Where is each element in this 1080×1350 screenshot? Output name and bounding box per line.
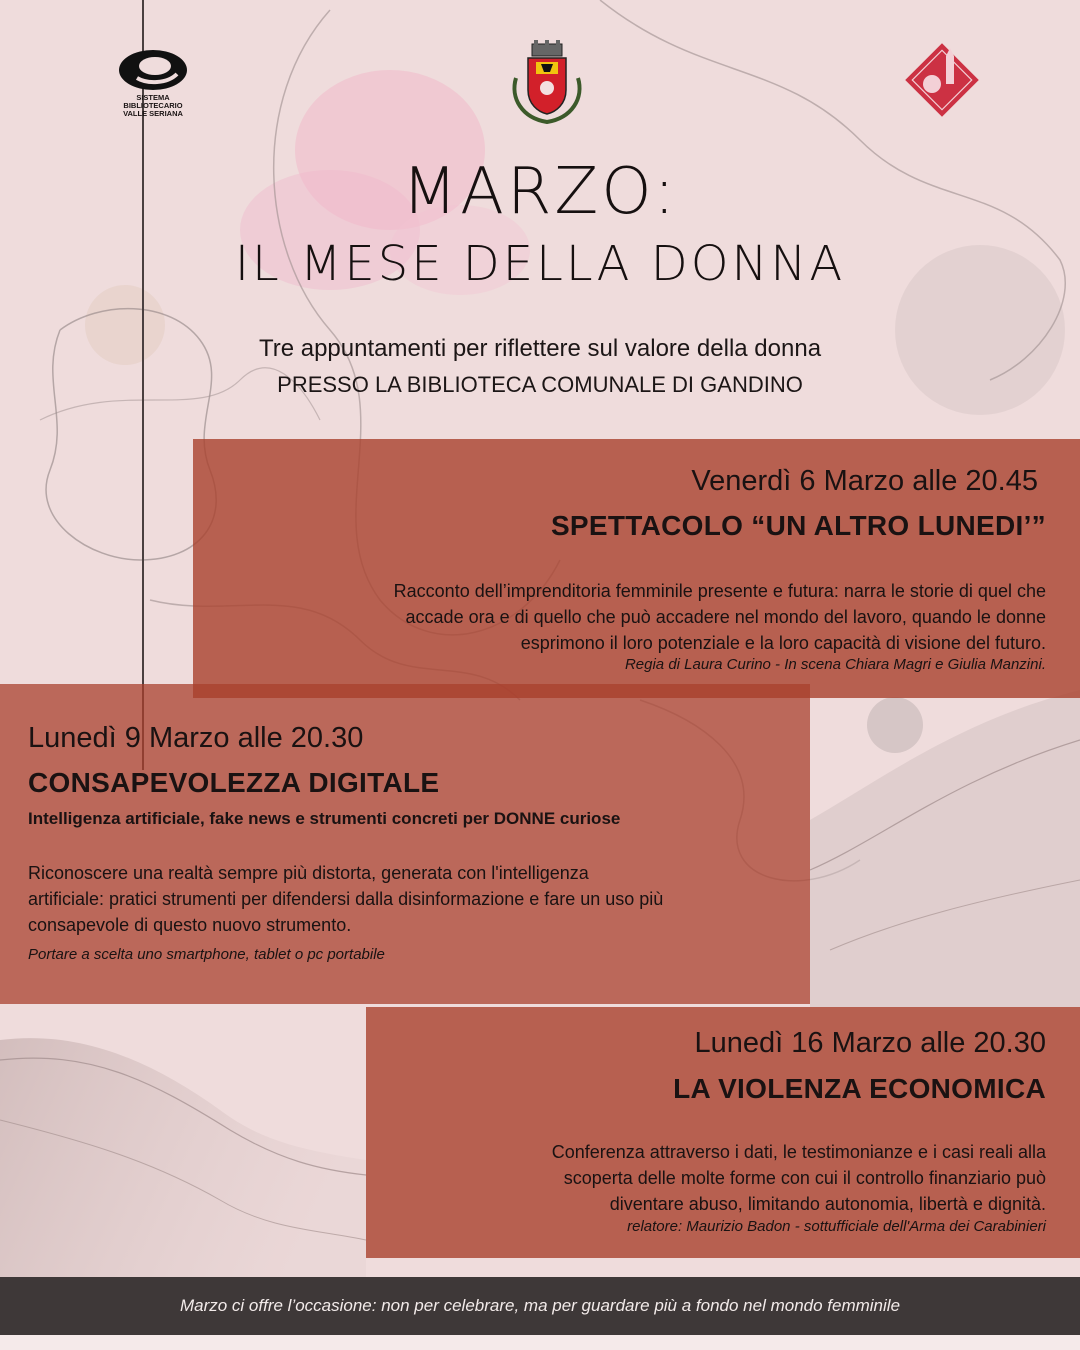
event-3-desc-line: diventare abuso, limitando autonomia, libertà e dignità.	[609, 1194, 1046, 1214]
event-3-note: relatore: Maurizio Badon - sottufficiale dell'Arma dei Carabinieri	[627, 1218, 1046, 1235]
event-2-description	[28, 860, 663, 938]
event-2-desc-line: consapevole di questo nuovo strumento.	[28, 915, 352, 935]
event-1-desc-line: accade ora e di quello che può accadere nel mondo del lavoro, quando le donne	[405, 607, 1046, 627]
sbvs-logo-line2: VALLE SERIANA	[123, 109, 183, 118]
subtitle-line1: Tre appuntamenti per riflettere sul valore della donna	[258, 335, 822, 362]
event-2-note: Portare a scelta uno smartphone, tablet o pc portabile	[28, 946, 385, 963]
event-1-date: Venerdì 6 Marzo alle 20.45	[691, 465, 1038, 497]
footer-text: Marzo ci offre l’occasione: non per celebrare, ma per guardare più a fondo nel mondo femminile	[179, 1296, 901, 1315]
event-1-description	[394, 578, 1046, 656]
page-title-line1: MARZO:	[401, 155, 679, 229]
tower-diamond-icon	[902, 40, 982, 120]
sbvs-swirl-icon	[117, 48, 189, 94]
sbvs-logo	[108, 48, 198, 120]
event-1-title: SPETTACOLO “UN ALTRO LUNEDI’”	[550, 510, 1046, 541]
watercolor-wash	[0, 1038, 366, 1277]
event-3-desc-line: scoperta delle molte forme con cui il controllo finanziario può	[563, 1168, 1046, 1188]
subtitle-line2: PRESSO LA BIBLIOTECA COMUNALE DI GANDINO	[277, 372, 803, 397]
event-3-date: Lunedì 16 Marzo alle 20.30	[694, 1027, 1046, 1059]
gandino-crest-logo	[508, 38, 586, 126]
event-3-description	[552, 1139, 1046, 1217]
sbvs-logo-line1: SISTEMA BIBLIOTECARIO	[123, 93, 183, 110]
event-1-desc-line: esprimono il loro potenziale e la loro capacità di visione del futuro.	[520, 633, 1046, 653]
event-3-desc-line: Conferenza attraverso i dati, le testimonianze e i casi reali alla	[551, 1142, 1046, 1162]
event-2-desc-line: Riconoscere una realtà sempre più distorta, generata con l'intelligenza	[28, 863, 589, 883]
event-1-note: Regia di Laura Curino - In scena Chiara Magri e Giulia Manzini.	[624, 656, 1046, 673]
footer-bar	[0, 1277, 1080, 1335]
grey-circle	[867, 697, 923, 753]
event-2-date: Lunedì 9 Marzo alle 20.30	[28, 722, 364, 754]
event-2-title: CONSAPEVOLEZZA DIGITALE	[28, 767, 440, 798]
event-1-desc-line: Racconto dell’imprenditoria femminile presente e futura: narra le storie di quel che	[393, 581, 1046, 601]
tower-diamond-logo	[902, 40, 982, 120]
event-3-title: LA VIOLENZA ECONOMICA	[673, 1073, 1046, 1104]
bottom-strip	[0, 1335, 1080, 1350]
event-2-subtitle: Intelligenza artificiale, fake news e strumenti concreti per DONNE curiose	[28, 809, 621, 828]
watercolor-wash	[810, 690, 1080, 1007]
coat-of-arms-icon	[508, 38, 586, 126]
event-2-desc-line: artificiale: pratici strumenti per difendersi dalla disinformazione e fare un uso più	[28, 889, 664, 909]
page-title-line2: IL MESE DELLA DONNA	[234, 236, 846, 292]
